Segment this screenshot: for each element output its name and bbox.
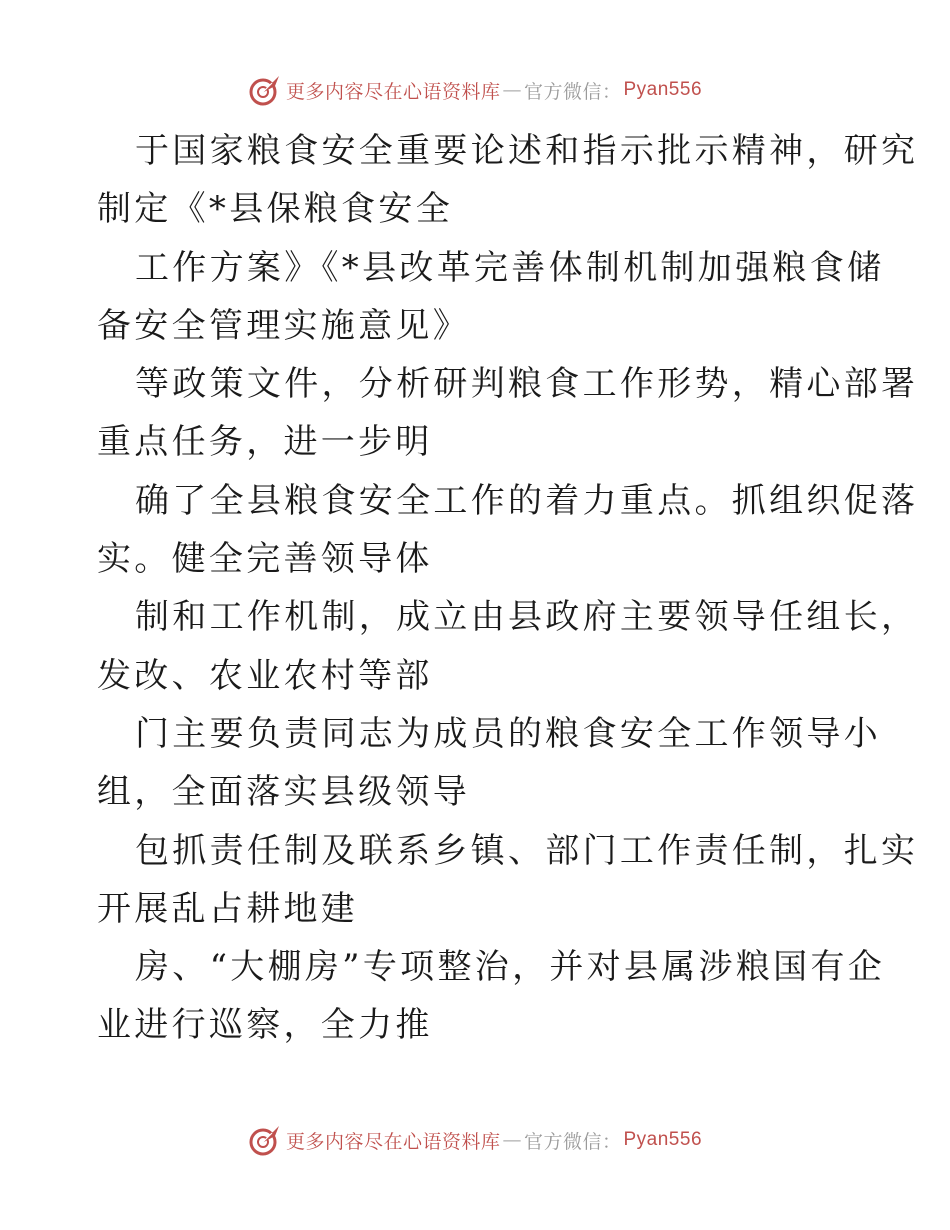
body-line: 房、“大棚房”专项整治，并对县属涉粮国有企: [135, 947, 886, 988]
body-line: 门主要负责同志为成员的粮食安全工作领导小: [135, 713, 881, 754]
body-line: 制和工作机制，成立由县政府主要领导任组长，: [135, 597, 919, 638]
watermark-dash: —: [502, 1129, 522, 1151]
watermark-site-text: 更多内容尽在心语资料库: [285, 1130, 501, 1153]
body-line: 备安全管理实施意见》: [97, 305, 470, 346]
watermark-dash: —: [502, 79, 522, 101]
quill-pen-logo-icon: [248, 73, 282, 107]
body-line: 于国家粮食安全重要论述和指示批示精神，研究: [135, 131, 919, 171]
watermark-account: Pyan556: [623, 1129, 703, 1150]
watermark-label: 官方微信：: [523, 80, 622, 103]
body-line: 发改、农业农村等部: [97, 655, 433, 696]
body-line: 开展乱占耕地建: [97, 888, 359, 929]
body-line: 业进行巡察，全力推: [97, 1005, 433, 1046]
body-line: 工作方案》《*县改革完善体制机制加强粮食储: [135, 247, 885, 288]
body-line: 重点任务，进一步明: [97, 422, 433, 463]
watermark-label: 官方微信：: [523, 1130, 622, 1153]
footer-watermark: [0, 1120, 950, 1160]
watermark-account: Pyan556: [623, 79, 703, 100]
header-watermark: [0, 70, 950, 110]
body-line: 制定《*县保粮食安全: [97, 189, 453, 230]
document-body: [97, 122, 919, 1055]
body-line: 实。健全完善领导体: [97, 539, 433, 580]
quill-pen-logo-icon: [248, 1123, 282, 1157]
body-line: 包抓责任制及联系乡镇、部门工作责任制，扎实: [135, 830, 919, 871]
body-line: 组，全面落实县级领导: [97, 772, 470, 813]
watermark-site-text: 更多内容尽在心语资料库: [285, 80, 501, 103]
body-line: 确了全县粮食安全工作的着力重点。抓组织促落: [135, 480, 919, 521]
body-line: 等政策文件，分析研判粮食工作形势，精心部署: [135, 364, 919, 405]
